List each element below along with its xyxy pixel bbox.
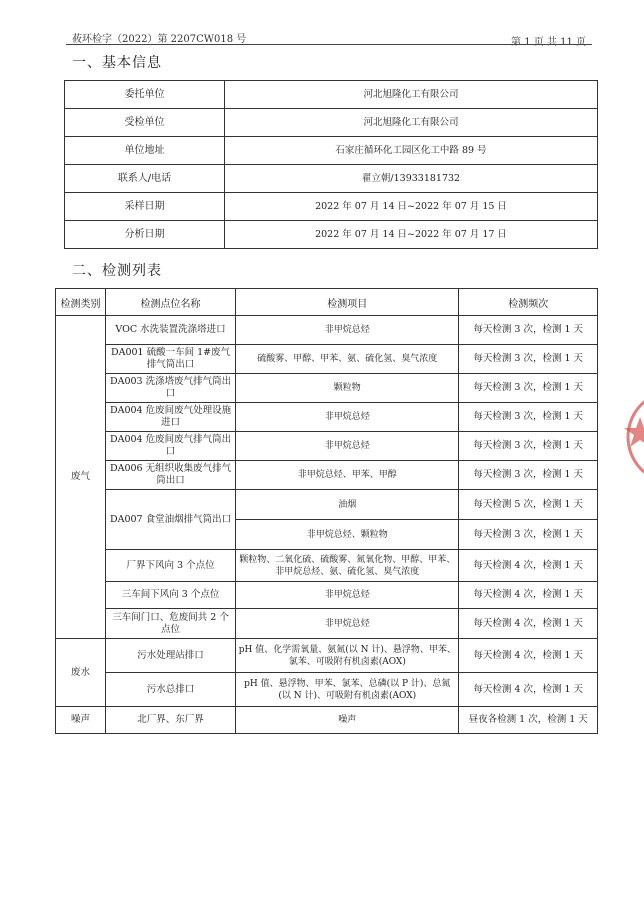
freq-cell: 每天检测 4 次，检测 1 天 (459, 609, 598, 639)
freq-cell: 每天检测 4 次，检测 1 天 (459, 639, 598, 673)
item-cell: 颗粒物 (236, 374, 459, 403)
info-label: 采样日期 (65, 193, 225, 221)
point-cell: 三车间门口、危废间共 2 个点位 (105, 609, 235, 639)
info-value: 2022 年 07 月 14 日~2022 年 07 月 15 日 (225, 193, 598, 221)
item-cell: 颗粒物、二氧化硫、硫酸雾、氮氧化物、甲醇、甲苯、非甲烷总烃、氨、硫化氢、臭气浓度 (236, 550, 459, 582)
info-value: 石家庄循环化工园区化工中路 89 号 (225, 137, 598, 165)
point-cell: 污水处理站排口 (105, 639, 235, 673)
item-cell: 非甲烷总烃 (236, 432, 459, 461)
item-cell: 非甲烷总烃 (236, 316, 459, 345)
point-cell: DA003 洗涤塔废气排气筒出口 (105, 374, 235, 403)
point-cell: DA007 食堂油烟排气筒出口 (105, 490, 235, 550)
basic-info-table (64, 80, 598, 249)
table-row (65, 221, 598, 249)
table-header-row (56, 289, 598, 316)
item-cell: 非甲烷总烃、颗粒物 (236, 520, 459, 550)
freq-cell: 每天检测 5 次，检测 1 天 (459, 490, 598, 520)
freq-cell: 每天检测 3 次，检测 1 天 (459, 374, 598, 403)
freq-cell: 每天检测 3 次，检测 1 天 (459, 432, 598, 461)
item-cell: pH 值、化学需氧量、氨氮(以 N 计)、悬浮物、甲苯、氯苯、可吸附有机卤素(AOX) (236, 639, 459, 673)
freq-cell: 每天检测 3 次，检测 1 天 (459, 461, 598, 490)
freq-cell: 每天检测 3 次，检测 1 天 (459, 403, 598, 432)
item-cell: 硫酸雾、甲醇、甲苯、氨、硫化氢、臭气浓度 (236, 345, 459, 374)
freq-cell: 每天检测 3 次，检测 1 天 (459, 520, 598, 550)
point-cell: 厂界下风向 3 个点位 (105, 550, 235, 582)
section-title-basic-info: 一、基本信息 (72, 55, 162, 71)
test-list-table (55, 288, 598, 734)
info-value: 2022 年 07 月 14 日~2022 年 07 月 17 日 (225, 221, 598, 249)
table-row (65, 193, 598, 221)
table-row (56, 673, 598, 707)
table-row (56, 374, 598, 403)
seal-stamp (618, 372, 644, 502)
freq-cell: 每天检测 4 次，检测 1 天 (459, 673, 598, 707)
table-row (56, 490, 598, 520)
item-cell: 非甲烷总烃 (236, 403, 459, 432)
category-cell: 噪声 (56, 707, 106, 734)
table-row (56, 403, 598, 432)
point-cell: 三车间下风向 3 个点位 (105, 582, 235, 609)
column-header: 检测项目 (236, 289, 459, 316)
item-cell: 非甲烷总烃 (236, 582, 459, 609)
table-row (56, 707, 598, 734)
table-row (56, 345, 598, 374)
info-value: 河北旭隆化工有限公司 (225, 81, 598, 109)
info-value: 翟立朝/13933181732 (225, 165, 598, 193)
point-cell: DA006 无组织收集废气排气筒出口 (105, 461, 235, 490)
category-cell: 废气 (56, 316, 106, 639)
table-row (56, 639, 598, 673)
info-value: 河北旭隆化工有限公司 (225, 109, 598, 137)
column-header: 检测频次 (459, 289, 598, 316)
info-label: 受检单位 (65, 109, 225, 137)
freq-cell: 每天检测 3 次，检测 1 天 (459, 345, 598, 374)
column-header: 检测点位名称 (105, 289, 235, 316)
point-cell: 北厂界、东厂界 (105, 707, 235, 734)
item-cell: pH 值、悬浮物、甲苯、氯苯、总磷(以 P 计)、总氮(以 N 计)、可吸附有机卤素(AOX) (236, 673, 459, 707)
info-label: 委托单位 (65, 81, 225, 109)
page-indicator: 第 1 页 共 11 页 (511, 37, 586, 48)
table-row (65, 109, 598, 137)
freq-cell: 昼夜各检测 1 次，检测 1 天 (459, 707, 598, 734)
item-cell: 噪声 (236, 707, 459, 734)
table-row (65, 137, 598, 165)
header-divider (66, 44, 592, 45)
table-row (56, 316, 598, 345)
report-number: 莜环检字（2022）第 2207CW018 号 (72, 34, 247, 45)
info-label: 分析日期 (65, 221, 225, 249)
info-label: 联系人/电话 (65, 165, 225, 193)
point-cell: VOC 水洗装置洗涤塔进口 (105, 316, 235, 345)
table-row (56, 550, 598, 582)
section-title-test-list: 二、检测列表 (72, 263, 162, 279)
table-row (65, 81, 598, 109)
category-cell: 废水 (56, 639, 106, 707)
freq-cell: 每天检测 3 次，检测 1 天 (459, 316, 598, 345)
table-row (56, 432, 598, 461)
point-cell: DA001 硫酸一车间 1#废气排气筒出口 (105, 345, 235, 374)
info-label: 单位地址 (65, 137, 225, 165)
item-cell: 非甲烷总烃、甲苯、甲醇 (236, 461, 459, 490)
freq-cell: 每天检测 4 次，检测 1 天 (459, 582, 598, 609)
freq-cell: 每天检测 4 次，检测 1 天 (459, 550, 598, 582)
point-cell: DA004 危废间废气处理设施进口 (105, 403, 235, 432)
point-cell: DA004 危废间废气排气筒出口 (105, 432, 235, 461)
table-row (56, 582, 598, 609)
table-row (65, 165, 598, 193)
column-header: 检测类别 (56, 289, 106, 316)
table-row (56, 461, 598, 490)
item-cell: 非甲烷总烃 (236, 609, 459, 639)
point-cell: 污水总排口 (105, 673, 235, 707)
table-row (56, 609, 598, 639)
item-cell: 油烟 (236, 490, 459, 520)
